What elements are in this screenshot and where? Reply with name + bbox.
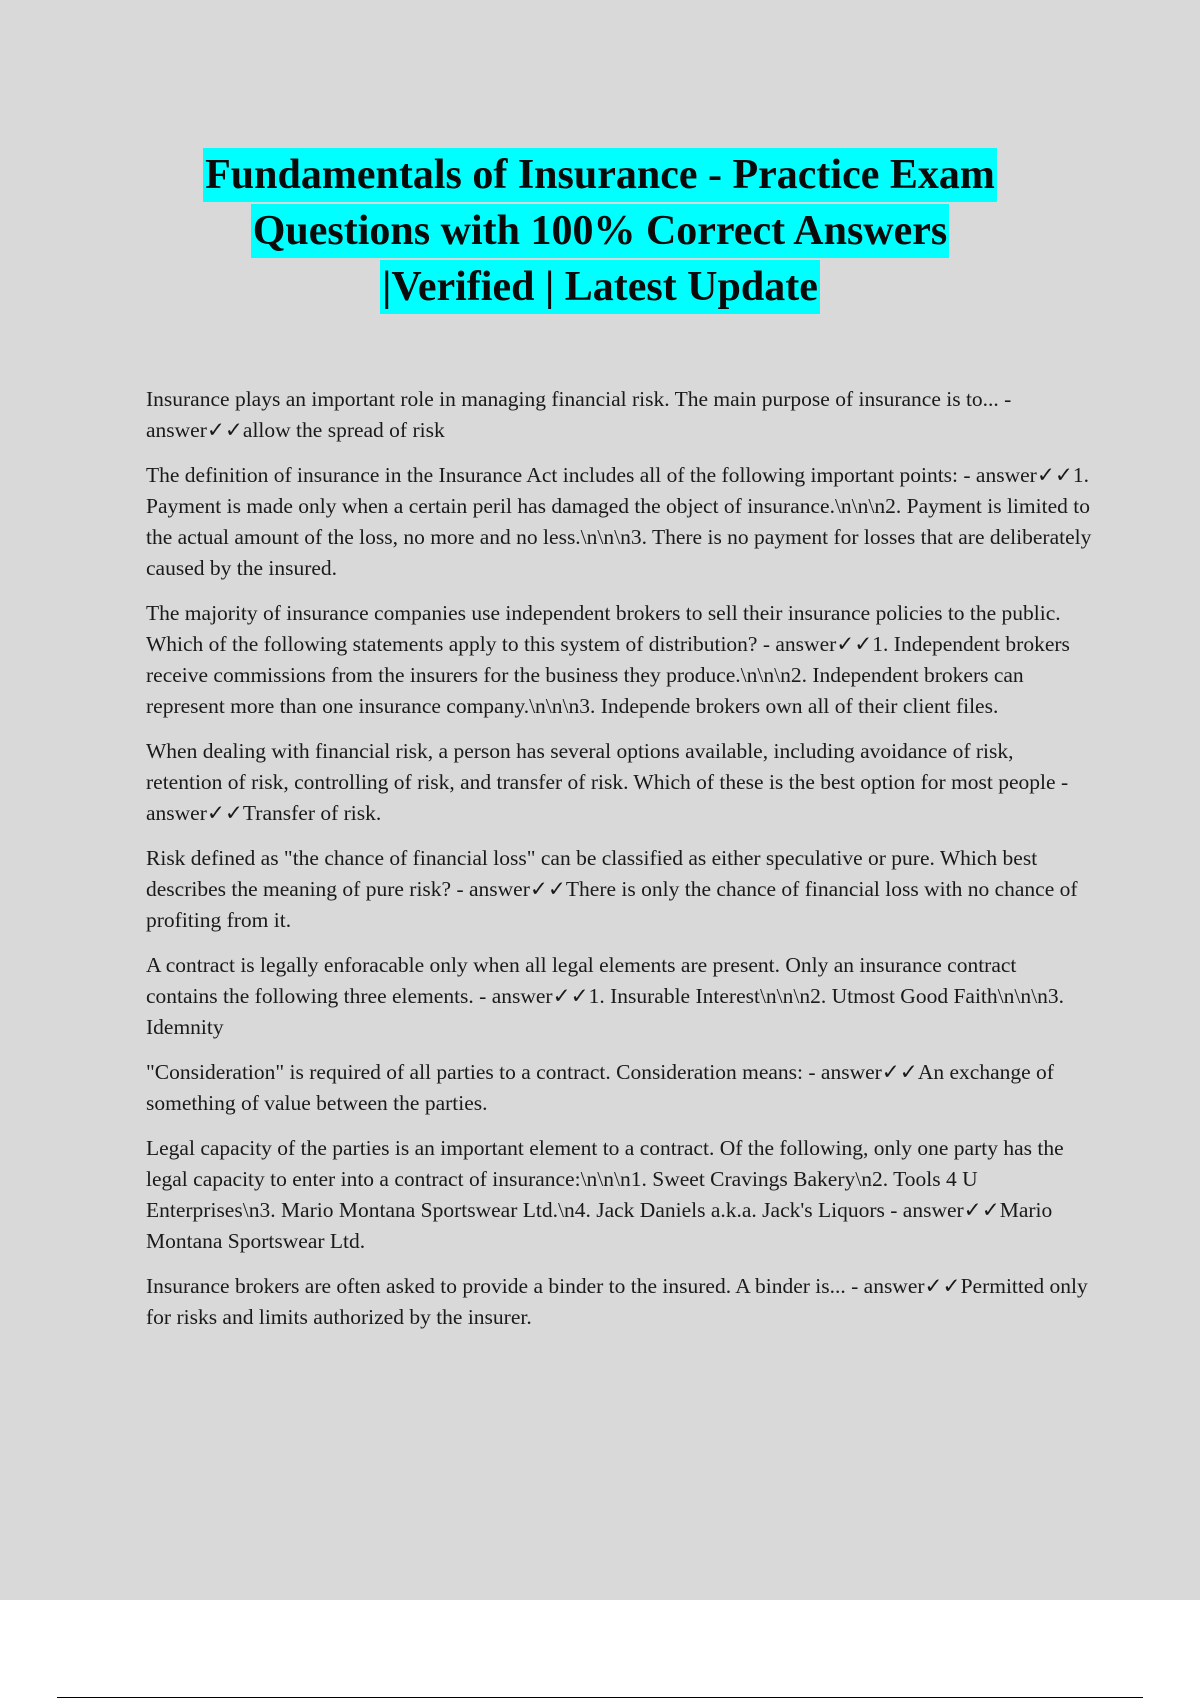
question-answer-item: The majority of insurance companies use independent brokers to sell their insurance policies to the public. Which of the following statements apply to this system of distribution? - answer✓✓1. Independent brokers receive commissions from the insurers for the business they produce.\n\n\n2. Independent brokers can represent more than one insurance company.\n\n\n3. Independe brokers own all of their client files. — [146, 601, 1070, 718]
title-line-1: Fundamentals of Insurance - Practice Exam — [203, 148, 997, 202]
question-list — [146, 384, 1092, 1347]
document-title — [0, 148, 1200, 316]
footer-divider — [57, 1697, 1143, 1698]
question-answer-item: Insurance plays an important role in managing financial risk. The main purpose of insurance is to... - answer✓✓allow the spread of risk — [146, 387, 1012, 442]
question-answer-item: "Consideration" is required of all parties to a contract. Consideration means: - answer✓✓An exchange of something of value between the parties. — [146, 1060, 1054, 1115]
question-answer-item: A contract is legally enforacable only when all legal elements are present. Only an insurance contract contains the following three elements. - answer✓✓1. Insurable Interest\n\n\n2. Utmost Good Faith\n\n\n3. Idemnity — [146, 953, 1064, 1039]
question-answer-item: Risk defined as "the chance of financial loss" can be classified as either speculative or pure. Which best describes the meaning of pure risk? - answer✓✓There is only the chance of financial loss with no chance of profiting from it. — [146, 846, 1078, 932]
title-line-3: |Verified | Latest Update — [380, 260, 820, 314]
question-answer-item: The definition of insurance in the Insurance Act includes all of the following important points: - answer✓✓1. Payment is made only when a certain peril has damaged the object of insurance.\n\n\n2. Payment is limited to the actual amount of the loss, no more and no less.\n\n\n3. There is no payment for losses that are deliberately caused by the insured. — [146, 463, 1092, 580]
question-answer-item: When dealing with financial risk, a person has several options available, including avoidance of risk, retention of risk, controlling of risk, and transfer of risk. Which of these is the best option for most people - answer✓✓Transfer of risk. — [146, 739, 1069, 825]
question-answer-item: Insurance brokers are often asked to provide a binder to the insured. A binder is... - answer✓✓Permitted only for risks and limits authorized by the insurer. — [146, 1274, 1088, 1329]
title-line-2: Questions with 100% Correct Answers — [251, 204, 950, 258]
question-answer-item: Legal capacity of the parties is an important element to a contract. Of the following, only one party has the legal capacity to enter into a contract of insurance:\n\n\n1. Sweet Cravings Bakery\n2. Tools 4 U Enterprises\n3. Mario Montana Sportswear Ltd.\n4. Jack Daniels a.k.a. Jack's Liquors - answer✓✓Mario Montana Sportswear Ltd. — [146, 1136, 1064, 1253]
